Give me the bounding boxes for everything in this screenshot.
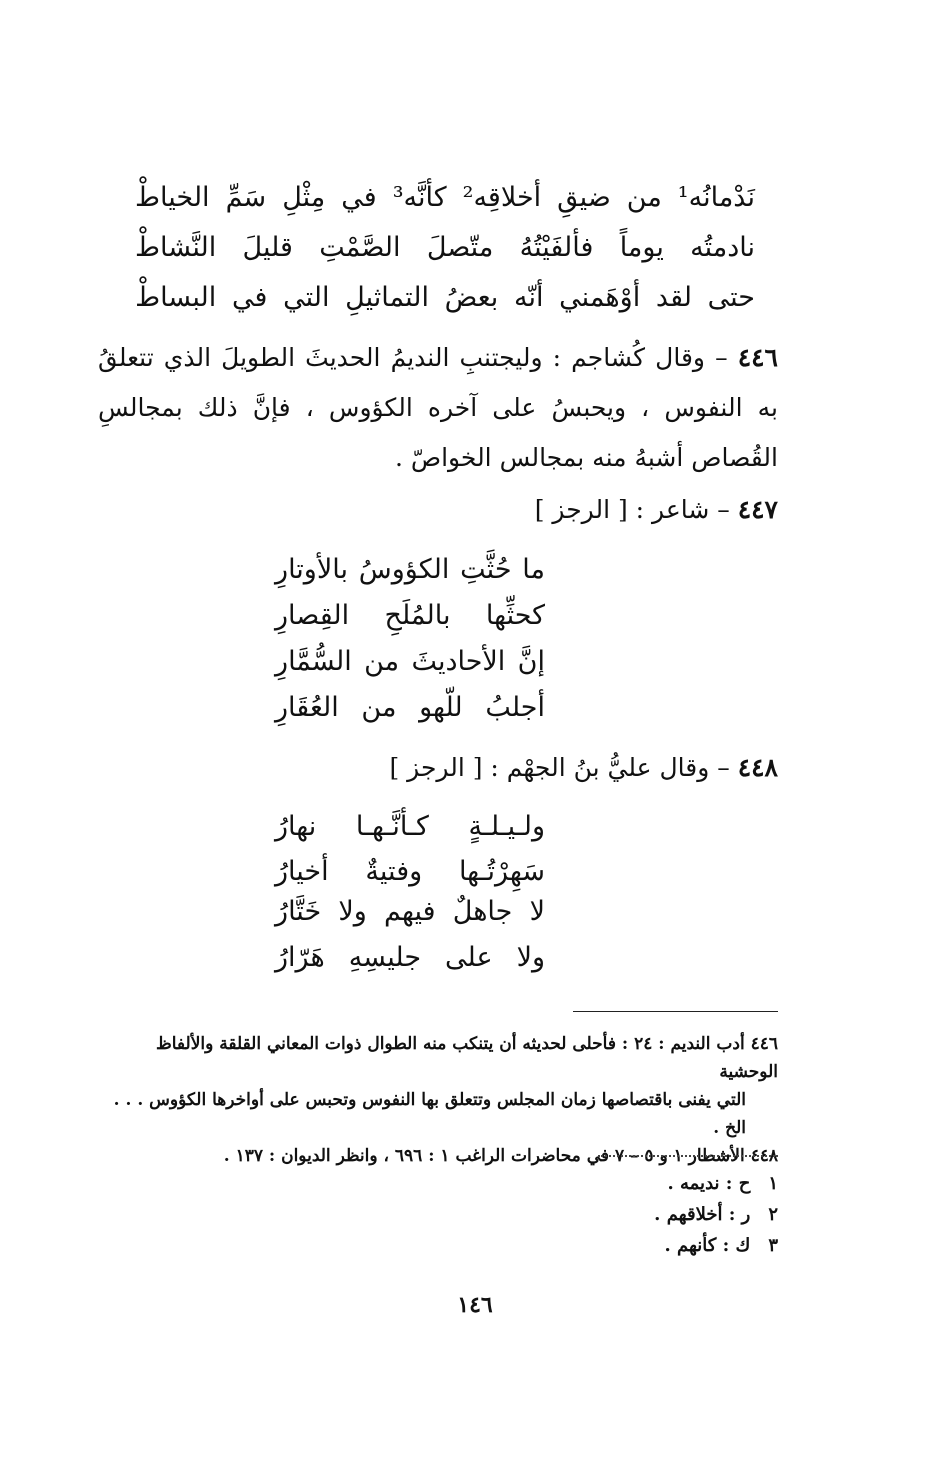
verse-word: فألفَيْتُهُ (519, 232, 594, 263)
verse-word: ولـيـلـةٍ (468, 811, 545, 842)
entry-number: ٤٤٦ (737, 343, 778, 372)
verse-word: متّصلَ (426, 232, 494, 263)
rajaz-line (275, 594, 545, 638)
verse-word: حُثَّتِ (460, 554, 512, 585)
footnote-number: ٤٤٦ (750, 1034, 778, 1054)
variant-text: ح : نديمه . (667, 1173, 751, 1194)
verse-word: فيهم (384, 896, 436, 927)
verse-word: جليسِهِ (348, 942, 422, 973)
verse-word: التماثيلِ (345, 282, 429, 313)
verse-word: التي (283, 282, 330, 313)
rajaz-line (275, 548, 545, 592)
paragraph-446 (98, 333, 778, 483)
rajaz-line (275, 850, 545, 894)
verse-word: لقد (655, 282, 692, 313)
page-number: ١٤٦ (457, 1292, 493, 1318)
verse-word: وفتيةٌ (365, 856, 423, 887)
variant-reading (667, 1170, 778, 1198)
verse-word: على (445, 942, 493, 973)
verse-word: هَرّارُ (275, 942, 325, 973)
verse-word: الخياطْ (135, 182, 210, 213)
verse-word: يوماً (619, 232, 664, 263)
verse-word: ما (522, 554, 545, 585)
verse-word: السُّمَّارِ (275, 646, 352, 677)
verse-word: للّهو (419, 692, 463, 723)
verse-word: كأنَّه³ (392, 182, 447, 213)
footnote-text: الأشطار ١ و ٥ – ٧ في محاضرات الراغب ١ : ٦٩٦ ، وانظر الديوان : ١٣٧ . (223, 1146, 751, 1166)
verse-word: النَّشاطْ (135, 232, 217, 263)
paragraph-text: – وقال كُشاجم : وليجتنبِ النديمُ الحديثَ الطويلَ الذي تتعلقُ به النفوس ، ويحبسُ على آخره الكؤوس ، فإنَّ ذلك بمجالسِ القُصاص أشبهُ منه بمجالس الخواصّ . (98, 343, 778, 472)
entry-number: ٤٤٨ (737, 753, 778, 782)
verse-word: العُقَارِ (275, 692, 339, 723)
verse-word: حتى (707, 282, 755, 313)
verse-word: أنّه (513, 282, 544, 313)
verse-word: الأحاديثَ (411, 646, 506, 677)
variant-number: ١ (768, 1173, 778, 1194)
verse-word: ولا (516, 942, 545, 973)
rajaz-line (275, 640, 545, 684)
variant-reading (654, 1201, 778, 1229)
verse-word: أخيارُ (275, 856, 329, 887)
variant-number: ٣ (768, 1235, 778, 1256)
verse-word: خَتَّارُ (275, 896, 322, 927)
verse-line-2 (135, 228, 755, 268)
verse-line-3 (135, 278, 755, 318)
verse-word: من (364, 646, 400, 677)
verse-word: أجلبُ (485, 692, 545, 723)
footnote-text: أدب النديم : ٢٤ : فأحلى لحديثه أن يتنكب منه الطوال ذوات المعاني القلقة والألفاظ الوحشية (156, 1034, 778, 1082)
verse-word: بعضُ (444, 282, 499, 313)
verse-word: نَدْمانُه¹ (677, 182, 755, 213)
verse-word: بالأوتارِ (275, 554, 348, 585)
verse-word: أخلاقِه² (462, 182, 542, 213)
footnote-line (98, 1030, 778, 1086)
verse-word: سَهِرْتُـها (458, 856, 545, 887)
verse-line-1 (135, 178, 755, 218)
variant-number: ٢ (768, 1204, 778, 1225)
verse-word: نهارُ (275, 811, 317, 842)
verse-word: من (361, 692, 397, 723)
verse-word: نادمتُه (690, 232, 755, 263)
heading-448 (389, 748, 778, 788)
rajaz-line (275, 890, 545, 934)
footnote-446 (98, 1030, 778, 1170)
verse-word: القِصارِ (275, 600, 350, 631)
footnote-divider (573, 1011, 778, 1012)
variant-text: ك : كأنهم . (664, 1235, 751, 1256)
footnote-number: ٤٤٨ (750, 1146, 778, 1166)
verse-word: أوْهَمني (559, 282, 641, 313)
verse-word: من (626, 182, 662, 213)
verse-word: إنَّ (517, 646, 545, 677)
footnote-line: التي يفنى باقتصاصها زمان المجلس وتتعلق بها النفوس وتحبس على أواخرها الكؤوس . . . الخ . (113, 1090, 746, 1138)
heading-text: – وقال عليُّ بنُ الجهْم : [ الرجز ] (389, 753, 738, 782)
heading-text: – شاعر : [ الرجز ] (534, 495, 738, 524)
verse-word: في (341, 182, 377, 213)
heading-447 (535, 490, 778, 530)
verse-word: سَمِّ (225, 182, 267, 213)
verse-word: لا (529, 896, 545, 927)
verse-word: كـأنَّـهـا (355, 811, 429, 842)
variant-reading (664, 1232, 778, 1260)
verse-word: مِثْلِ (282, 182, 326, 213)
verse-word: البساطْ (135, 282, 217, 313)
verse-word: في (231, 282, 268, 313)
verse-word: الكؤوسُ (358, 554, 450, 585)
verse-word: قليلَ (242, 232, 293, 263)
entry-number: ٤٤٧ (737, 495, 778, 524)
verse-word: ضيقِ (557, 182, 611, 213)
verse-word: الصَّمْتِ (319, 232, 401, 263)
variant-text: ر : أخلاقهم . (654, 1204, 751, 1225)
verse-word: ولا (338, 896, 367, 927)
variants-divider (598, 1155, 778, 1157)
rajaz-line (275, 686, 545, 730)
rajaz-line (275, 805, 545, 849)
rajaz-line (275, 936, 545, 980)
verse-word: بالمُلَحِ (384, 600, 451, 631)
verse-word: كحثِّها (485, 600, 545, 631)
verse-word: جاهلٌ (452, 896, 513, 927)
